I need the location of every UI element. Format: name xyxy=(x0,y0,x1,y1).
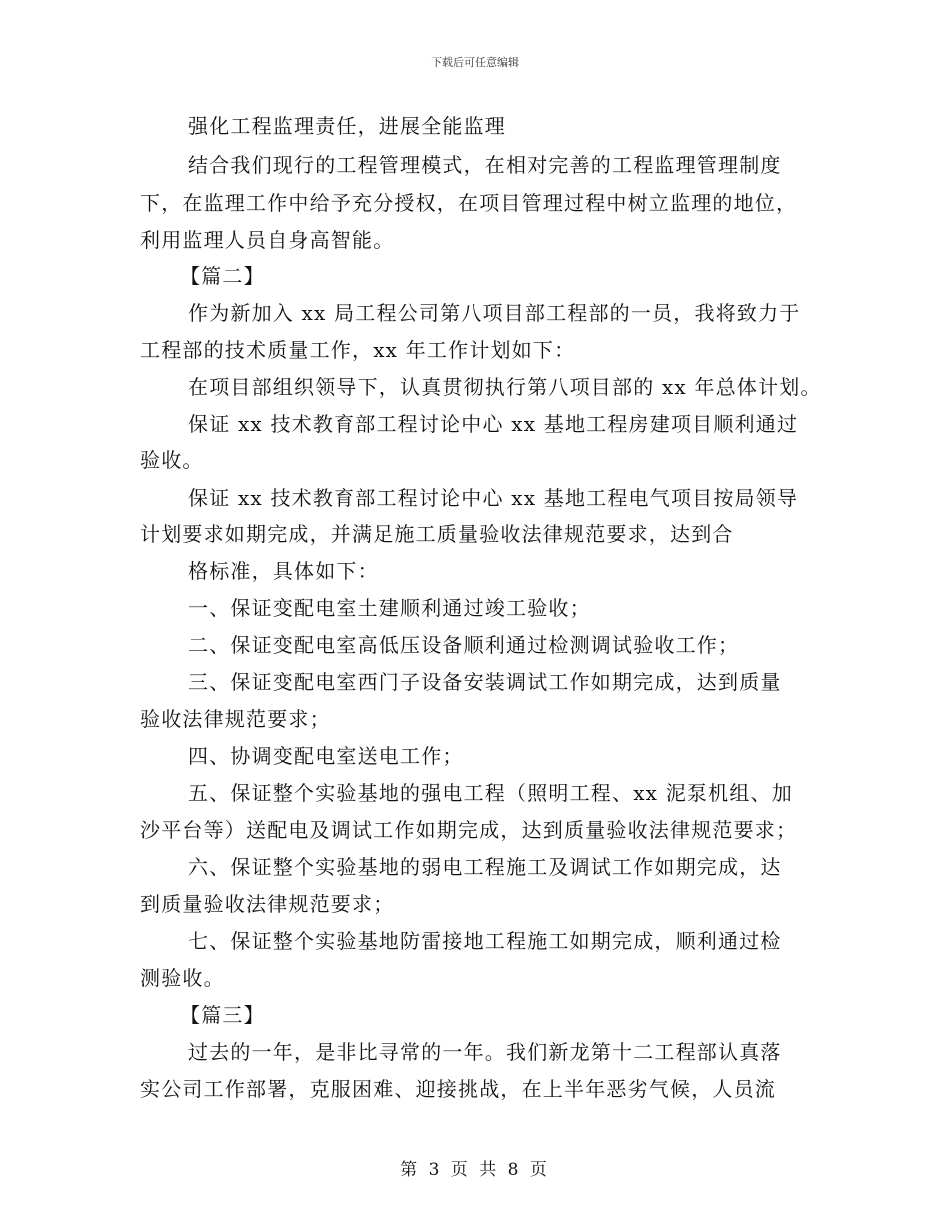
text-line: 二、保证变配电室高低压设备顺利通过检测调试验收工作； xyxy=(188,633,740,657)
text-line: 七、保证整个实验基地防雷接地工程施工如期完成，顺利通过检 xyxy=(188,929,782,953)
text-line: 沙平台等）送配电及调试工作如期完成，达到质量验收法律规范要求； xyxy=(140,818,798,842)
text-line: 结合我们现行的工程管理模式，在相对完善的工程监理管理制度 xyxy=(188,153,782,177)
text-line: 六、保证整个实验基地的弱电工程施工及调试工作如期完成，达 xyxy=(188,855,782,879)
text-line: 作为新加入 xx 局工程公司第八项目部工程部的一员，我将致力于 xyxy=(188,301,801,325)
text-line: 到质量验收法律规范要求； xyxy=(140,892,395,916)
page-number: 第 3 页 共 8 页 xyxy=(400,1160,550,1180)
text-line: 保证 xx 技术教育部工程讨论中心 xx 基地工程房建项目顺利通过 xyxy=(188,412,799,436)
text-line: 一、保证变配电室土建顺利通过竣工验收； xyxy=(188,596,591,620)
text-line: 格标准，具体如下： xyxy=(188,559,379,583)
page-header: 下载后可任意编辑 xyxy=(431,56,519,69)
text-line: 计划要求如期完成，并满足施工质量验收法律规范要求，达到合 xyxy=(140,522,734,546)
section-heading: 【篇二】 xyxy=(180,264,265,288)
section-heading: 【篇三】 xyxy=(180,1003,265,1027)
text-line: 在项目部组织领导下，认真贯彻执行第八项目部的 xx 年总体计划。 xyxy=(188,375,822,399)
text-line: 保证 xx 技术教育部工程讨论中心 xx 基地工程电气项目按局领导 xyxy=(188,486,799,510)
text-line: 四、协调变配电室送电工作； xyxy=(188,744,464,768)
text-line: 验收法律规范要求； xyxy=(140,707,331,731)
text-line: 验收。 xyxy=(140,448,204,472)
text-line: 工程部的技术质量工作，xx 年工作计划如下： xyxy=(140,338,576,362)
text-line: 下，在监理工作中给予充分授权，在项目管理过程中树立监理的地位， xyxy=(140,191,798,215)
text-line: 强化工程监理责任，进展全能监理 xyxy=(188,114,506,138)
text-line: 利用监理人员自身高智能。 xyxy=(140,228,395,252)
text-line: 实公司工作部署，克服困难、迎接挑战，在上半年恶劣气候，人员流 xyxy=(140,1077,776,1101)
text-line: 过去的一年，是非比寻常的一年。我们新龙第十二工程部认真落 xyxy=(188,1040,782,1064)
text-line: 三、保证变配电室西门子设备安装调试工作如期完成，达到质量 xyxy=(188,670,782,694)
text-line: 测验收。 xyxy=(140,966,225,990)
text-line: 五、保证整个实验基地的强电工程（照明工程、xx 泥泵机组、加 xyxy=(188,781,793,805)
